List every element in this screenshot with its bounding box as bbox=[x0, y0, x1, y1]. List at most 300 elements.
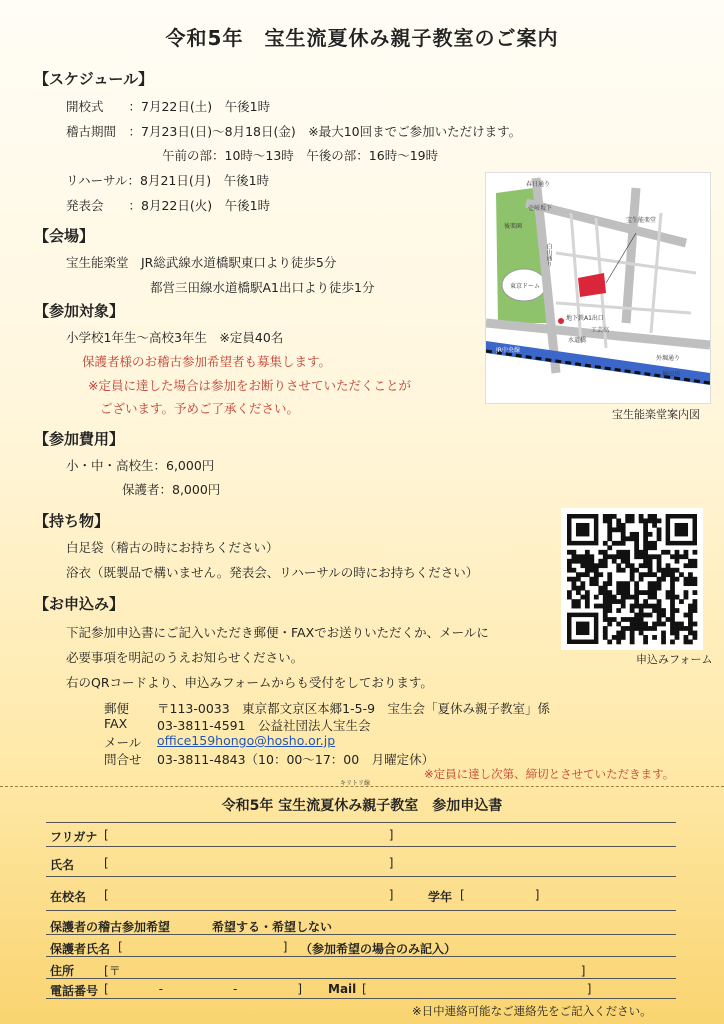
qr-module bbox=[580, 559, 585, 564]
qr-module bbox=[598, 550, 603, 555]
qr-module bbox=[603, 518, 608, 523]
qr-module bbox=[648, 568, 653, 573]
qr-code[interactable] bbox=[561, 508, 703, 650]
qr-module bbox=[670, 640, 675, 645]
qr-module bbox=[634, 568, 639, 573]
school-field[interactable]: [ ] bbox=[104, 888, 394, 902]
qr-module bbox=[621, 604, 626, 609]
mail-field-label: Mail bbox=[328, 982, 357, 996]
qr-module bbox=[675, 550, 680, 555]
qr-module bbox=[648, 518, 653, 523]
qr-module bbox=[652, 622, 657, 627]
qr-module bbox=[594, 568, 599, 573]
qr-module bbox=[630, 595, 635, 600]
qr-module bbox=[648, 590, 653, 595]
qr-module bbox=[657, 518, 662, 523]
qr-module bbox=[594, 581, 599, 586]
qr-module bbox=[607, 518, 612, 523]
qr-module bbox=[693, 550, 698, 555]
qr-module bbox=[679, 599, 684, 604]
qr-code-drawing bbox=[561, 508, 703, 650]
qr-module bbox=[643, 532, 648, 537]
qr-module bbox=[639, 613, 644, 618]
qr-module bbox=[657, 613, 662, 618]
qr-module bbox=[607, 590, 612, 595]
qr-module bbox=[634, 586, 639, 591]
target-line1: 小学校1年生～高校3年生 ※定員40名 bbox=[66, 330, 284, 345]
qr-module bbox=[634, 532, 639, 537]
address-field[interactable]: [〒 ] bbox=[104, 964, 586, 978]
qr-module bbox=[675, 568, 680, 573]
schedule-heading: 【スケジュール】 bbox=[34, 70, 154, 88]
qr-module bbox=[634, 545, 639, 550]
qr-module bbox=[571, 581, 576, 586]
qr-module bbox=[603, 604, 608, 609]
qr-module bbox=[684, 550, 689, 555]
qr-module bbox=[621, 635, 626, 640]
qr-module bbox=[684, 577, 689, 582]
inquiry-label: 問合せ bbox=[104, 752, 142, 767]
qr-module bbox=[603, 563, 608, 568]
qr-module bbox=[684, 581, 689, 586]
name-label: 氏名 bbox=[50, 858, 75, 872]
qr-module bbox=[661, 622, 666, 627]
qr-module bbox=[630, 532, 635, 537]
qr-module bbox=[603, 550, 608, 555]
qr-module bbox=[661, 635, 666, 640]
qr-module bbox=[693, 631, 698, 636]
qr-module bbox=[594, 563, 599, 568]
qr-module bbox=[630, 626, 635, 631]
qr-module bbox=[666, 550, 671, 555]
qr-module bbox=[630, 568, 635, 573]
fax-label: FAX bbox=[104, 716, 128, 731]
guardian-wish-options[interactable]: 希望する・希望しない bbox=[212, 920, 333, 934]
qr-module bbox=[621, 554, 626, 559]
qr-module bbox=[598, 604, 603, 609]
qr-module bbox=[639, 622, 644, 627]
qr-module bbox=[639, 617, 644, 622]
qr-module bbox=[625, 518, 630, 523]
qr-module bbox=[630, 622, 635, 627]
rule-4 bbox=[46, 934, 676, 935]
qr-module bbox=[625, 617, 630, 622]
qr-module bbox=[643, 554, 648, 559]
fax-value: 03-3811-4591 公益社団法人宝生会 bbox=[157, 718, 371, 733]
phone-label: 電話番号 bbox=[50, 984, 99, 998]
qr-module bbox=[621, 586, 626, 591]
qr-module bbox=[612, 559, 617, 564]
qr-module bbox=[625, 595, 630, 600]
apply-line3: 右のQRコードより、申込みフォームからも受付をしております。 bbox=[66, 675, 433, 690]
qr-module bbox=[661, 613, 666, 618]
qr-module bbox=[585, 604, 590, 609]
qr-module bbox=[688, 577, 693, 582]
qr-module bbox=[666, 572, 671, 577]
qr-module bbox=[580, 581, 585, 586]
venue-line2: 都営三田線水道橋駅A1出口より徒歩1分 bbox=[150, 280, 375, 295]
qr-module bbox=[652, 514, 657, 519]
postal-value: 〒113-0033 東京都文京区本郷1-5-9 宝生会「夏休み親子教室」係 bbox=[157, 701, 551, 716]
qr-module bbox=[639, 626, 644, 631]
qr-module bbox=[603, 635, 608, 640]
guardian-name-field[interactable]: [ ] bbox=[118, 940, 288, 954]
qr-module bbox=[643, 518, 648, 523]
qr-module bbox=[643, 626, 648, 631]
qr-module bbox=[571, 577, 576, 582]
qr-module bbox=[666, 617, 671, 622]
qr-module bbox=[634, 541, 639, 546]
qr-module bbox=[643, 590, 648, 595]
qr-module bbox=[585, 559, 590, 564]
qr-module bbox=[648, 572, 653, 577]
qr-module bbox=[585, 568, 590, 573]
qr-module bbox=[621, 523, 626, 528]
qr-module bbox=[616, 550, 621, 555]
qr-module bbox=[634, 617, 639, 622]
qr-module bbox=[603, 541, 608, 546]
qr-module bbox=[684, 595, 689, 600]
qr-module bbox=[621, 590, 626, 595]
qr-module bbox=[589, 559, 594, 564]
qr-module bbox=[598, 586, 603, 591]
qr-module bbox=[580, 572, 585, 577]
qr-module bbox=[670, 613, 675, 618]
map-caption: 宝生能楽堂案内図 bbox=[612, 408, 700, 421]
qr-module bbox=[616, 622, 621, 627]
qr-module bbox=[643, 545, 648, 550]
qr-module bbox=[580, 554, 585, 559]
qr-module bbox=[652, 572, 657, 577]
qr-module bbox=[634, 550, 639, 555]
qr-module bbox=[630, 514, 635, 519]
qr-module bbox=[621, 532, 626, 537]
schedule-opening: 開校式 ：7月22日(土) 午後1時 bbox=[66, 99, 271, 114]
qr-module bbox=[652, 518, 657, 523]
qr-module bbox=[625, 514, 630, 519]
qr-finder-core bbox=[675, 523, 688, 536]
qr-module bbox=[589, 554, 594, 559]
mail-label: メール bbox=[104, 735, 142, 750]
qr-module bbox=[603, 617, 608, 622]
qr-module bbox=[639, 572, 644, 577]
qr-module bbox=[630, 536, 635, 541]
qr-module bbox=[616, 635, 621, 640]
qr-module bbox=[670, 608, 675, 613]
qr-module bbox=[688, 581, 693, 586]
qr-module bbox=[670, 604, 675, 609]
qr-module bbox=[648, 559, 653, 564]
qr-module bbox=[648, 532, 653, 537]
qr-module bbox=[607, 581, 612, 586]
qr-module bbox=[607, 577, 612, 582]
qr-module bbox=[684, 613, 689, 618]
phone-field[interactable]: [ - - ] bbox=[104, 982, 303, 996]
qr-module bbox=[634, 622, 639, 627]
qr-module bbox=[688, 640, 693, 645]
qr-module bbox=[679, 626, 684, 631]
qr-module bbox=[693, 604, 698, 609]
qr-module bbox=[607, 536, 612, 541]
map-exit-dot bbox=[558, 318, 564, 324]
qr-module bbox=[648, 581, 653, 586]
qr-module bbox=[648, 541, 653, 546]
qr-module bbox=[657, 527, 662, 532]
qr-module bbox=[616, 581, 621, 586]
rule-6 bbox=[46, 978, 676, 979]
qr-module bbox=[693, 608, 698, 613]
qr-module bbox=[625, 590, 630, 595]
qr-module bbox=[657, 559, 662, 564]
qr-module bbox=[630, 577, 635, 582]
qr-module bbox=[688, 559, 693, 564]
schedule-period: 稽古期間 ：7月23日(日)～8月18日(金) ※最大10回までご参加いただけます。 bbox=[66, 124, 522, 139]
school-label: 在校名 bbox=[50, 890, 87, 904]
qr-module bbox=[598, 572, 603, 577]
qr-module bbox=[657, 622, 662, 627]
qr-module bbox=[652, 581, 657, 586]
rule-1 bbox=[46, 846, 676, 847]
qr-module bbox=[639, 518, 644, 523]
qr-module bbox=[607, 622, 612, 627]
qr-module bbox=[616, 527, 621, 532]
qr-module bbox=[652, 541, 657, 546]
qr-module bbox=[580, 595, 585, 600]
qr-module bbox=[571, 568, 576, 573]
qr-module bbox=[670, 595, 675, 600]
qr-module bbox=[616, 541, 621, 546]
qr-module bbox=[612, 617, 617, 622]
qr-module bbox=[634, 613, 639, 618]
map-label-kogei: 工芸高 bbox=[591, 327, 610, 334]
mail-field[interactable]: [ ] bbox=[362, 982, 592, 996]
qr-module bbox=[652, 554, 657, 559]
qr-module bbox=[666, 590, 671, 595]
qr-module bbox=[594, 604, 599, 609]
qr-module bbox=[643, 527, 648, 532]
qr-module bbox=[648, 554, 653, 559]
items-tabi: 白足袋（稽古の時にお持ちください） bbox=[66, 540, 279, 555]
qr-module bbox=[607, 545, 612, 550]
qr-module bbox=[634, 626, 639, 631]
qr-module bbox=[630, 640, 635, 645]
qr-module bbox=[639, 550, 644, 555]
qr-module bbox=[684, 635, 689, 640]
map-label-korakuen: 後楽園 bbox=[504, 223, 523, 230]
qr-module bbox=[571, 554, 576, 559]
qr-module bbox=[639, 577, 644, 582]
qr-module bbox=[630, 572, 635, 577]
qr-module bbox=[661, 608, 666, 613]
qr-module bbox=[616, 563, 621, 568]
qr-module bbox=[639, 514, 644, 519]
qr-module bbox=[625, 563, 630, 568]
qr-module bbox=[679, 622, 684, 627]
qr-module bbox=[625, 586, 630, 591]
qr-module bbox=[616, 554, 621, 559]
qr-module bbox=[661, 631, 666, 636]
map-label-kandagawa: 神田川 bbox=[662, 371, 681, 378]
qr-module bbox=[625, 559, 630, 564]
qr-module bbox=[652, 635, 657, 640]
qr-module bbox=[616, 640, 621, 645]
qr-module bbox=[571, 586, 576, 591]
qr-module bbox=[571, 559, 576, 564]
qr-module bbox=[607, 527, 612, 532]
qr-module bbox=[567, 550, 572, 555]
qr-module bbox=[675, 577, 680, 582]
apply-line1: 下記参加申込書にご記入いただき郵便・FAXでお送りいただくか、メールに bbox=[66, 625, 489, 640]
schedule-rehearsal: リハーサル：8月21日(月) 午後1時 bbox=[66, 173, 270, 188]
qr-module bbox=[585, 572, 590, 577]
qr-module bbox=[634, 536, 639, 541]
qr-module bbox=[616, 518, 621, 523]
qr-module bbox=[643, 523, 648, 528]
qr-module bbox=[607, 532, 612, 537]
fee-student: 小・中・高校生：6,000円 bbox=[66, 458, 215, 473]
qr-module bbox=[684, 626, 689, 631]
qr-module bbox=[576, 572, 581, 577]
qr-module bbox=[684, 563, 689, 568]
qr-module bbox=[643, 640, 648, 645]
qr-module bbox=[688, 563, 693, 568]
qr-module bbox=[657, 577, 662, 582]
qr-module bbox=[630, 617, 635, 622]
qr-module bbox=[580, 563, 585, 568]
qr-module bbox=[639, 554, 644, 559]
qr-module bbox=[661, 572, 666, 577]
qr-module bbox=[598, 563, 603, 568]
qr-module bbox=[589, 563, 594, 568]
qr-module bbox=[643, 550, 648, 555]
apply-line2: 必要事項を明記のうえお知らせください。 bbox=[66, 650, 304, 665]
qr-module bbox=[634, 599, 639, 604]
qr-module bbox=[621, 536, 626, 541]
qr-module bbox=[607, 595, 612, 600]
grade-field[interactable]: [ ] bbox=[460, 888, 540, 902]
map-label-sotobori: 外堀通り bbox=[656, 355, 681, 362]
qr-module bbox=[621, 626, 626, 631]
furigana-field[interactable]: [ ] bbox=[104, 828, 394, 842]
map-label-suidobashi: 水道橋 bbox=[568, 337, 587, 344]
cut-label: キリトリ線 bbox=[340, 780, 371, 787]
qr-module bbox=[598, 559, 603, 564]
qr-module bbox=[670, 577, 675, 582]
qr-module bbox=[657, 568, 662, 573]
map-label-exit: 地下鉄A1出口 bbox=[566, 315, 604, 322]
qr-module bbox=[585, 563, 590, 568]
qr-module bbox=[648, 514, 653, 519]
qr-module bbox=[652, 604, 657, 609]
qr-module bbox=[585, 550, 590, 555]
qr-module bbox=[603, 613, 608, 618]
qr-module bbox=[670, 617, 675, 622]
qr-module bbox=[589, 568, 594, 573]
items-yukata: 浴衣（既製品で構いません。発表会、リハーサルの時にお持ちください） bbox=[66, 565, 479, 580]
qr-module bbox=[684, 590, 689, 595]
qr-module bbox=[652, 626, 657, 631]
qr-module bbox=[625, 581, 630, 586]
qr-module bbox=[576, 577, 581, 582]
qr-module bbox=[648, 586, 653, 591]
qr-module bbox=[652, 523, 657, 528]
qr-module bbox=[688, 617, 693, 622]
target-capacity-note: ※定員に達した場合は参加をお断りさせていただくことが bbox=[88, 378, 411, 393]
qr-module bbox=[607, 608, 612, 613]
qr-module bbox=[670, 590, 675, 595]
qr-module bbox=[607, 554, 612, 559]
qr-module bbox=[621, 599, 626, 604]
qr-module bbox=[661, 640, 666, 645]
qr-module bbox=[630, 604, 635, 609]
address-label: 住所 bbox=[50, 964, 75, 978]
qr-module bbox=[571, 550, 576, 555]
qr-module bbox=[688, 608, 693, 613]
qr-module bbox=[603, 595, 608, 600]
qr-module bbox=[643, 622, 648, 627]
qr-module bbox=[625, 626, 630, 631]
qr-module bbox=[603, 559, 608, 564]
qr-module bbox=[693, 635, 698, 640]
venue-heading: 【会場】 bbox=[34, 227, 95, 245]
grade-label: 学年 bbox=[428, 890, 453, 904]
map-label-ikizaka: 壱岐坂下 bbox=[528, 205, 553, 212]
page-title: 令和5年 宝生流夏休み親子教室のご案内 bbox=[165, 26, 559, 50]
qr-module bbox=[634, 590, 639, 595]
name-field[interactable]: [ ] bbox=[104, 856, 394, 870]
qr-module bbox=[652, 545, 657, 550]
qr-module bbox=[639, 631, 644, 636]
qr-module bbox=[643, 599, 648, 604]
qr-module bbox=[594, 595, 599, 600]
qr-module bbox=[693, 622, 698, 627]
qr-module bbox=[576, 599, 581, 604]
apply-heading: 【お申込み】 bbox=[34, 595, 125, 613]
qr-finder-core bbox=[576, 523, 589, 536]
qr-module bbox=[576, 590, 581, 595]
qr-module bbox=[688, 622, 693, 627]
guardian-name-note: （参加希望の場合のみ記入） bbox=[300, 942, 457, 956]
qr-module bbox=[666, 563, 671, 568]
schedule-times: 午前の部：10時～13時 午後の部：16時～19時 bbox=[162, 148, 439, 163]
qr-module bbox=[634, 581, 639, 586]
qr-module bbox=[571, 599, 576, 604]
qr-module bbox=[679, 572, 684, 577]
qr-module bbox=[589, 581, 594, 586]
qr-module bbox=[580, 586, 585, 591]
schedule-recital: 発表会 ：8月22日(火) 午後1時 bbox=[66, 198, 271, 213]
qr-module bbox=[648, 604, 653, 609]
qr-module bbox=[657, 581, 662, 586]
qr-module bbox=[693, 581, 698, 586]
qr-module bbox=[634, 554, 639, 559]
qr-module bbox=[639, 604, 644, 609]
qr-module bbox=[612, 635, 617, 640]
qr-module bbox=[675, 554, 680, 559]
qr-module bbox=[643, 604, 648, 609]
qr-module bbox=[670, 572, 675, 577]
qr-module bbox=[607, 640, 612, 645]
rule-5 bbox=[46, 956, 676, 957]
qr-module bbox=[576, 554, 581, 559]
qr-module bbox=[652, 586, 657, 591]
rule-3 bbox=[46, 910, 676, 911]
qr-module bbox=[670, 631, 675, 636]
mail-link[interactable]: office159hongo@hosho.or.jp bbox=[157, 733, 336, 748]
qr-module bbox=[670, 622, 675, 627]
qr-module bbox=[567, 577, 572, 582]
target-guardian-note: 保護者様のお稽古参加希望者も募集します。 bbox=[82, 354, 332, 369]
